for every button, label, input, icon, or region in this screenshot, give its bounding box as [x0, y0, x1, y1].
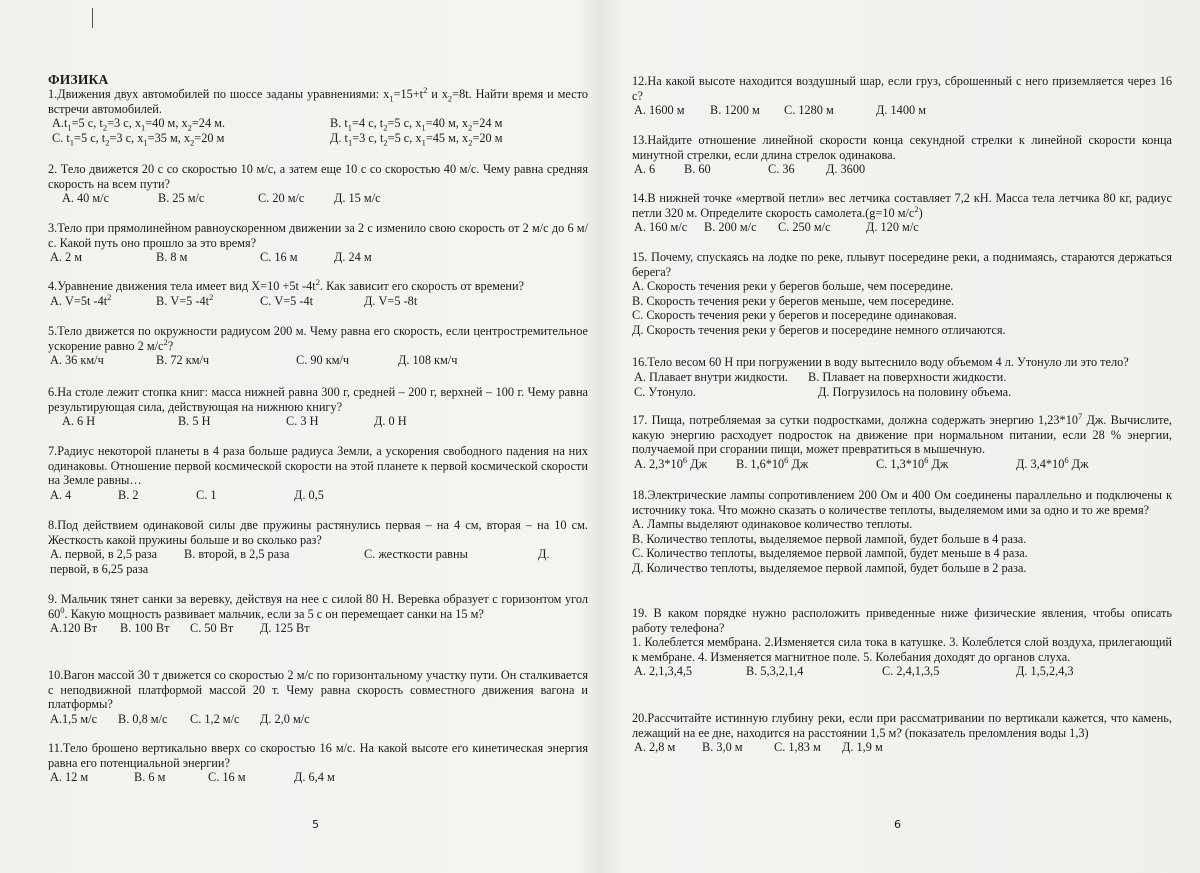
question-text: 15. Почему, спускаясь на лодке по реке, плывут посередине реки, а поднимаясь, стараются держаться берега? [632, 250, 1172, 279]
question-text: 7.Радиус некоторой планеты в 4 раза больше радиуса Земли, а ускорения свободного падения на них одинаковы. Отношение первой космической скорости на этой планете к первой космической скорости на Земле равны… [48, 444, 588, 487]
question-text: 8.Под действием одинаковой силы две пружины растянулись первая – на 4 см, вторая – на 10 см. Жесткость какой пружины больше и во сколько раз? [48, 518, 588, 547]
option-d: Д. V=5 -8t [364, 293, 418, 308]
option-c: С. 1,2 м/с [190, 711, 240, 726]
answer-options [632, 385, 1172, 400]
option-a: А. 12 м [50, 770, 89, 784]
option-a: А. V=5t $-4t^2$ [50, 291, 112, 308]
question-12 [632, 74, 1172, 118]
option-d: Д. 0,5 [294, 487, 324, 502]
question-text: 2. Тело движется 20 с со скоростью 10 м/с, а затем еще 10 с со скоростью 40 м/с. Чему равна средняя скорость на всем пути? [48, 162, 588, 191]
option-d: Д. 24 м [334, 250, 372, 264]
option-c: С. Количество теплоты, выделяемое первой лампой, будет меньше в 4 раза. [632, 546, 1028, 560]
option-c: С. 16 м [208, 770, 246, 784]
answer-options [48, 116, 588, 131]
question-text: 6.На столе лежит стопка книг: масса нижней равна 300 г, средней – 200 г, верхней – 100 г. Чему равна результирующая сила, действующая на нижнюю книгу? [48, 385, 588, 414]
question-20 [632, 711, 1172, 755]
option-b: В. 60 [684, 162, 711, 176]
option-b: В. 100 Вт [120, 621, 170, 635]
option-a: А. первой, в 2,5 раза [50, 547, 158, 561]
option-c: С. 3 Н [286, 414, 319, 428]
answer-options [632, 162, 1172, 177]
option-d: Д. 15 м/с [334, 191, 381, 205]
answer-options [48, 414, 588, 429]
answer-lines [632, 517, 1172, 575]
option-c: С. $1,3*10^6$ Дж [876, 454, 949, 471]
option-d: Д. 2,0 м/с [260, 711, 310, 726]
option-a: А. Плавает внутри жидкости. [634, 369, 788, 384]
answer-options [48, 353, 588, 368]
question-text: 3.Тело при прямолинейном равноускоренном движении за 2 с изменило свою скорость от 2 м/с до 6 м/с. Какой путь оно прошло за это время? [48, 221, 588, 250]
option-b: В. 2 [118, 487, 139, 502]
option-b: В. 5,3,2,1,4 [746, 664, 804, 678]
option-a: А. 36 км/ч [50, 353, 104, 367]
question-text: 5.Тело движется по окружности радиусом 200 м. Чему равна его скорость, если центростремительное ускорение равно 2 $м/с^2$? [48, 324, 588, 353]
option-d: Д. [538, 547, 550, 561]
option-b: В. 25 м/с [158, 191, 205, 205]
question-18 [632, 488, 1172, 575]
question-text: 14.В нижней точке «мертвой петли» вес летчика составляет 7,2 кН. Масса тела летчика 80 кг, радиус петли 320 м. Определите скорость самолета.(g=10 $м/с^2$) [632, 191, 1172, 220]
option-d: Д. $3,4*10^6$ Дж [1016, 454, 1089, 471]
option-d: Д. 125 Вт [260, 621, 310, 635]
option-d: Д. 1,5,2,4,3 [1016, 664, 1074, 678]
answer-options [48, 712, 588, 727]
option-c: С. 250 м/с [778, 220, 831, 234]
option-c: С. 1 [196, 487, 217, 502]
answer-options [632, 103, 1172, 118]
answer-options [48, 488, 588, 503]
scan-edge-mark [92, 8, 93, 28]
question-11 [48, 741, 588, 785]
option-a: А. 6 Н [62, 414, 96, 428]
option-c: С. 90 км/ч [296, 353, 350, 367]
option-a: А. Лампы выделяют одинаковое количество теплоты. [632, 517, 913, 531]
option-c: С. 1,83 м [774, 740, 821, 754]
option-d: Д. 1,9 м [842, 740, 883, 754]
option-c: С. $t_1=5$ с, $t_2=3$ с, $x_1=35$ м, $x_2=20$ м [52, 131, 225, 148]
question-text: 10.Вагон массой 30 т движется со скоростью 2 м/с по горизонтальному участку пути. Он сталкивается с неподвижной платформой массой 20 т. Чему равна скорость совместного движения вагона и платформы? [48, 668, 588, 711]
option-d: Д. 1400 м [876, 103, 926, 117]
question-text: 11.Тело брошено вертикально вверх со скоростью 16 м/с. На какой высоте его кинетическая энергия равна его потенциальной энергии? [48, 741, 588, 770]
option-c: С. Скорость течения реки у берегов и посередине одинаковая. [632, 308, 957, 322]
question-text: 18.Электрические лампы сопротивлением 200 Ом и 400 Ом соединены параллельно и подключены к источнику тока. Что можно сказать о количестве теплоты, выделяемом ими за одно и то же время? [632, 488, 1172, 517]
option-a: А.1,5 м/с [50, 711, 98, 726]
option-a: А. 2 м [50, 250, 83, 264]
answer-options [632, 454, 1172, 472]
answer-options [632, 370, 1172, 385]
option-b: В. V=5 $-4t^2$ [156, 291, 214, 308]
question-text: 9. Мальчик тянет санки за веревку, действуя на нее с силой 80 Н. Веревка образует с горизонтом угол $60^0$. Какую мощность развивает мальчик, если за 5 с он перемещает санки на 15 м? [48, 592, 588, 621]
question-text: 1.Движения двух автомобилей по шоссе заданы уравнениями: $x_1=15+t^2$ и $x_2=8t$. Найти время и место встречи автомобилей. [48, 84, 588, 116]
option-c: С. 36 [768, 162, 795, 176]
answer-options [48, 191, 588, 206]
question-8 [48, 518, 588, 577]
option-c: С. 50 Вт [190, 621, 234, 635]
option-a: А. 160 м/с [634, 220, 688, 234]
answer-options [632, 664, 1172, 679]
option-d: Д. $t_1=3$ с, $t_2=5$ с, $x_1=45$ м, $x_2=20$ м [330, 131, 503, 148]
question-text: 13.Найдите отношение линейной скорости конца секундной стрелки к линейной скорости конца минутной стрелки, если длина стрелок одинакова. [632, 133, 1172, 162]
page-heading: ФИЗИКА [48, 72, 109, 87]
option-a: А. 2,1,3,4,5 [634, 664, 693, 678]
page-number: 6 [894, 818, 901, 831]
option-d: Д. 6,4 м [294, 770, 335, 784]
option-a: А. 6 [634, 162, 656, 176]
option-a: А. $2,3*10^6$ Дж [634, 454, 708, 471]
option-a: А. 4 [50, 487, 72, 502]
option-a: А. 40 м/с [62, 191, 110, 205]
answer-options [48, 250, 588, 265]
page-number: 5 [312, 818, 319, 831]
option-b: В. $1,6*10^6$ Дж [736, 454, 809, 471]
option-a: $А.t_1=5$ с, $t_2=3$ с, $x_1=40$ м, $x_2=24$ м. [52, 116, 226, 133]
question-13 [632, 133, 1172, 177]
option-c: С. 1280 м [784, 103, 834, 117]
option-d: Д. Скорость течения реки у берегов и посередине немного отличаются. [632, 322, 1006, 337]
answer-options [48, 547, 588, 562]
option-b: В. $t_1=4$ с, $t_2=5$ с, $x_1=40$ м, $x_2=24$ м [330, 116, 503, 133]
option-b: В. 6 м [134, 770, 166, 784]
answer-options [632, 740, 1172, 755]
question-14 [632, 191, 1172, 235]
question-7 [48, 444, 588, 503]
question-2 [48, 162, 588, 206]
option-b: В. 0,8 м/с [118, 711, 168, 726]
option-c: С. Утонуло. [634, 384, 696, 399]
question-15 [632, 250, 1172, 337]
option-d: Д. Количество теплоты, выделяемое первой лампой, будет больше в 2 раза. [632, 560, 1027, 575]
option-c: С. 2,4,1,3,5 [882, 664, 940, 678]
option-d: Д. 108 км/ч [398, 353, 458, 367]
option-b: В. Плавает на поверхности жидкости. [808, 369, 1007, 384]
option-b: В. Количество теплоты, выделяемое первой лампой, будет больше в 4 раза. [632, 531, 1027, 546]
question-3 [48, 221, 588, 265]
question-text: 4.Уравнение движения тела имеет вид X=10 +5t $-4t^2$. Как зависит его скорость от времени? [48, 276, 525, 293]
question-text: 19. В каком порядке нужно расположить приведенные ниже физические явления, чтобы описать работу телефона? 1. Колеблется мембрана. 2.Изменяется сила тока в катушке. 3. Колеблется слой воздуха, прилегающий к мембране. 4. Изменяется магнитное поле. 5. Колебания доходят до органов слуха. [632, 606, 1172, 664]
option-a: А. 1600 м [634, 103, 685, 117]
option-d-continued: первой, в 6,25 раза [50, 562, 149, 576]
answer-lines [632, 279, 1172, 337]
option-d: Д. 3600 [826, 162, 866, 176]
question-1 [48, 84, 588, 148]
option-c: С. 20 м/с [258, 191, 305, 205]
answer-options [48, 621, 588, 636]
option-b: В. 200 м/с [704, 220, 757, 234]
option-a: А. 2,8 м [634, 740, 676, 754]
option-d: Д. 120 м/с [866, 220, 919, 234]
option-b: В. 72 км/ч [156, 353, 210, 367]
option-b: В. 3,0 м [702, 740, 743, 754]
question-text: 20.Рассчитайте истинную глубину реки, если при рассматривании по вертикали кажется, что камень, лежащий на ее дне, находится на расстоянии 1,5 м? (показатель преломления воды 1,3) [632, 711, 1172, 740]
question-5 [48, 324, 588, 368]
question-9 [48, 592, 588, 636]
question-16 [632, 355, 1172, 400]
option-b: В. 5 Н [178, 414, 211, 428]
answer-options [632, 220, 1172, 235]
question-19 [632, 606, 1172, 679]
question-4 [48, 276, 588, 309]
option-c: С. жесткости равны [364, 547, 468, 561]
question-text: 16.Тело весом 60 Н при погружении в воду вытеснило воду объемом 4 л. Утонуло ли это тело? [632, 355, 1129, 369]
option-b: В. второй, в 2,5 раза [184, 547, 290, 561]
option-d: Д. 0 Н [374, 414, 407, 428]
question-text: 17. Пища, потребляемая за сутки подростками, должна содержать энергию $1,23*10^7$ Дж. Вычислите, какую энергию расходует подросток на движение при нормальном питании, если 28 % энергии, получаемой при сгорании пищи, может превратиться в мышечную. [632, 410, 1172, 456]
option-b: В. Скорость течения реки у берегов меньше, чем посередине. [632, 293, 955, 308]
question-6 [48, 385, 588, 429]
question-10 [48, 668, 588, 727]
option-b: В. 8 м [156, 250, 188, 264]
option-a: А.120 Вт [50, 621, 98, 635]
answer-options [48, 291, 588, 309]
question-text: 12.На какой высоте находится воздушный шар, если груз, сброшенный с него приземляется через 16 с? [632, 74, 1172, 103]
option-b: В. 1200 м [710, 103, 760, 117]
answer-options [48, 562, 588, 577]
answer-options [48, 131, 588, 146]
question-17 [632, 410, 1172, 472]
option-d: Д. Погрузилось на половину объема. [818, 384, 1012, 399]
option-a: А. Скорость течения реки у берегов больше, чем посередине. [632, 279, 954, 293]
option-c: С. V=5 -4t [260, 293, 314, 308]
answer-options [48, 770, 588, 785]
option-c: С. 16 м [260, 250, 298, 264]
